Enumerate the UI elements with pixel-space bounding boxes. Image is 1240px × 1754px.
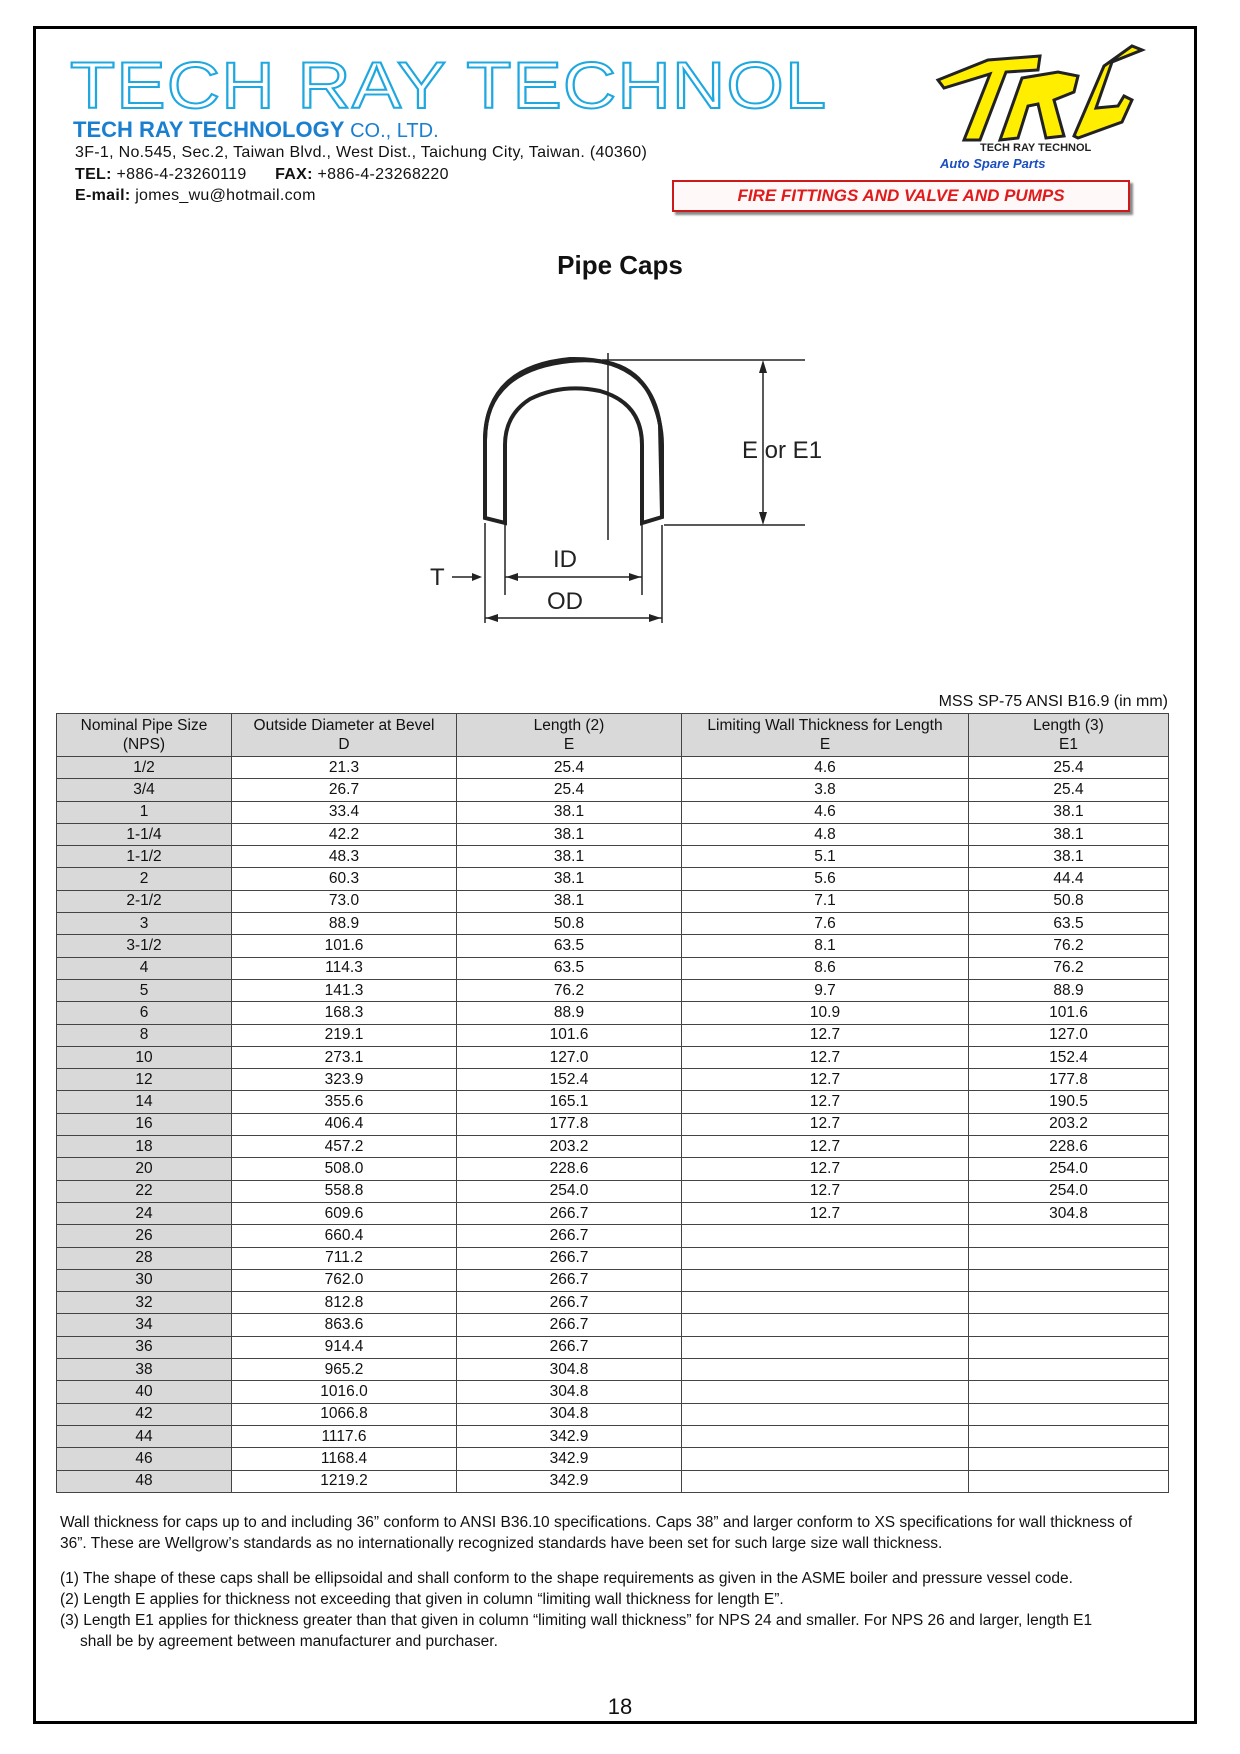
- outside-diameter-cell: 219.1: [232, 1024, 457, 1046]
- length-e1-cell: [969, 1403, 1169, 1425]
- tel-value: +886-4-23260119: [116, 166, 247, 183]
- outside-diameter-cell: 114.3: [232, 957, 457, 979]
- table-row: [57, 779, 1169, 801]
- diagram-label-t: T: [430, 564, 445, 591]
- nps-cell: 1: [57, 801, 232, 823]
- tel-label: TEL:: [75, 166, 112, 183]
- length-e-cell: 25.4: [457, 757, 682, 779]
- company-name-suffix: CO., LTD.: [350, 120, 439, 142]
- nps-cell: 40: [57, 1381, 232, 1403]
- header-outside-diameter: Outside Diameter at Bevel D: [232, 714, 457, 757]
- outside-diameter-cell: 355.6: [232, 1091, 457, 1113]
- limiting-wall-thickness-cell: 8.6: [682, 957, 969, 979]
- table-row: [57, 757, 1169, 779]
- company-logo-text: TECH RAY TECHNOL: [70, 48, 828, 122]
- company-address: 3F-1, No.545, Sec.2, Taiwan Blvd., West Dist., Taichung City, Taiwan. (40360): [75, 144, 648, 161]
- table-row: [57, 846, 1169, 868]
- header-limiting-wall-thickness: Limiting Wall Thickness for Length E: [682, 714, 969, 757]
- length-e-cell: 177.8: [457, 1113, 682, 1135]
- length-e1-cell: 254.0: [969, 1158, 1169, 1180]
- outside-diameter-cell: 711.2: [232, 1247, 457, 1269]
- nps-cell: 30: [57, 1269, 232, 1291]
- length-e-cell: 266.7: [457, 1202, 682, 1224]
- length-e1-cell: [969, 1336, 1169, 1358]
- nps-cell: 14: [57, 1091, 232, 1113]
- length-e-cell: 88.9: [457, 1002, 682, 1024]
- table-row: [57, 1046, 1169, 1068]
- table-row: [57, 1002, 1169, 1024]
- length-e-cell: 38.1: [457, 868, 682, 890]
- limiting-wall-thickness-cell: 3.8: [682, 779, 969, 801]
- nps-cell: 3-1/2: [57, 935, 232, 957]
- outside-diameter-cell: 273.1: [232, 1046, 457, 1068]
- nps-cell: 4: [57, 957, 232, 979]
- limiting-wall-thickness-cell: [682, 1292, 969, 1314]
- nps-cell: 2-1/2: [57, 890, 232, 912]
- length-e1-cell: [969, 1448, 1169, 1470]
- length-e-cell: 50.8: [457, 913, 682, 935]
- table-row: [57, 913, 1169, 935]
- limiting-wall-thickness-cell: 9.7: [682, 979, 969, 1001]
- outside-diameter-cell: 812.8: [232, 1292, 457, 1314]
- header-length-e1: Length (3) E1: [969, 714, 1169, 757]
- limiting-wall-thickness-cell: 12.7: [682, 1202, 969, 1224]
- table-row: [57, 1225, 1169, 1247]
- nps-cell: 1-1/2: [57, 846, 232, 868]
- page-number: 18: [607, 1694, 633, 1719]
- outside-diameter-cell: 1117.6: [232, 1425, 457, 1447]
- length-e-cell: 266.7: [457, 1314, 682, 1336]
- limiting-wall-thickness-cell: 12.7: [682, 1136, 969, 1158]
- header-length-e: Length (2) E: [457, 714, 682, 757]
- limiting-wall-thickness-cell: 12.7: [682, 1091, 969, 1113]
- outside-diameter-cell: 33.4: [232, 801, 457, 823]
- nps-cell: 22: [57, 1180, 232, 1202]
- length-e1-cell: [969, 1269, 1169, 1291]
- table-row: [57, 1425, 1169, 1447]
- length-e1-cell: [969, 1247, 1169, 1269]
- length-e1-cell: 25.4: [969, 757, 1169, 779]
- diagram-label-e: E or E1: [742, 437, 823, 464]
- nps-cell: 16: [57, 1113, 232, 1135]
- table-row: [57, 1158, 1169, 1180]
- nps-cell: 48: [57, 1470, 232, 1492]
- nps-cell: 8: [57, 1024, 232, 1046]
- outside-diameter-cell: 26.7: [232, 779, 457, 801]
- table-row: [57, 1470, 1169, 1492]
- outside-diameter-cell: 48.3: [232, 846, 457, 868]
- limiting-wall-thickness-cell: 12.7: [682, 1180, 969, 1202]
- length-e-cell: 152.4: [457, 1069, 682, 1091]
- limiting-wall-thickness-cell: 12.7: [682, 1113, 969, 1135]
- length-e1-cell: 76.2: [969, 935, 1169, 957]
- table-row: [57, 1381, 1169, 1403]
- length-e1-cell: 25.4: [969, 779, 1169, 801]
- table-row: [57, 1024, 1169, 1046]
- limiting-wall-thickness-cell: [682, 1269, 969, 1291]
- limiting-wall-thickness-cell: [682, 1225, 969, 1247]
- length-e-cell: 63.5: [457, 935, 682, 957]
- nps-cell: 28: [57, 1247, 232, 1269]
- table-row: [57, 823, 1169, 845]
- length-e1-cell: [969, 1225, 1169, 1247]
- limiting-wall-thickness-cell: 8.1: [682, 935, 969, 957]
- footnote-3-line1: (3) Length E1 applies for thickness greater than that given in column “limiting wall thickness” for NPS 24 and smaller. For NPS 26 and larger, length E1: [60, 1612, 1093, 1629]
- length-e1-cell: 190.5: [969, 1091, 1169, 1113]
- table-header-row: [57, 714, 1169, 757]
- header-nps: Nominal Pipe Size (NPS): [57, 714, 232, 757]
- company-name-main: TECH RAY TECHNOLOGY: [73, 117, 344, 142]
- limiting-wall-thickness-cell: 4.6: [682, 757, 969, 779]
- nps-cell: 5: [57, 979, 232, 1001]
- length-e-cell: 76.2: [457, 979, 682, 1001]
- table-row: [57, 1269, 1169, 1291]
- table-row: [57, 1292, 1169, 1314]
- pipe-caps-table: [56, 713, 1169, 1493]
- table-row: [57, 1069, 1169, 1091]
- company-email: [75, 187, 316, 205]
- standard-reference: MSS SP-75 ANSI B16.9 (in mm): [938, 693, 1168, 710]
- length-e1-cell: 203.2: [969, 1113, 1169, 1135]
- limiting-wall-thickness-cell: 5.6: [682, 868, 969, 890]
- length-e1-cell: 38.1: [969, 846, 1169, 868]
- length-e1-cell: 50.8: [969, 890, 1169, 912]
- logo-subtitle-tagline: Auto Spare Parts: [940, 156, 1046, 171]
- footnote-3: [60, 1610, 1150, 1652]
- length-e1-cell: 152.4: [969, 1046, 1169, 1068]
- length-e-cell: 304.8: [457, 1403, 682, 1425]
- limiting-wall-thickness-cell: 5.1: [682, 846, 969, 868]
- outside-diameter-cell: 609.6: [232, 1202, 457, 1224]
- table-row: [57, 1314, 1169, 1336]
- footnote-1: (1) The shape of these caps shall be ellipsoidal and shall conform to the shape requirements as given in the ASME boiler and pressure vessel code.: [60, 1570, 1073, 1587]
- limiting-wall-thickness-cell: [682, 1381, 969, 1403]
- outside-diameter-cell: 863.6: [232, 1314, 457, 1336]
- length-e1-cell: [969, 1425, 1169, 1447]
- diagram-label-od: OD: [547, 588, 583, 615]
- outside-diameter-cell: 21.3: [232, 757, 457, 779]
- limiting-wall-thickness-cell: 12.7: [682, 1069, 969, 1091]
- length-e-cell: 127.0: [457, 1046, 682, 1068]
- length-e-cell: 63.5: [457, 957, 682, 979]
- nps-cell: 34: [57, 1314, 232, 1336]
- limiting-wall-thickness-cell: [682, 1314, 969, 1336]
- length-e-cell: 38.1: [457, 846, 682, 868]
- fax-label: FAX:: [275, 166, 313, 183]
- limiting-wall-thickness-cell: 10.9: [682, 1002, 969, 1024]
- length-e-cell: 304.8: [457, 1359, 682, 1381]
- length-e1-cell: 88.9: [969, 979, 1169, 1001]
- nps-cell: 1-1/4: [57, 823, 232, 845]
- nps-cell: 20: [57, 1158, 232, 1180]
- length-e-cell: 342.9: [457, 1470, 682, 1492]
- length-e1-cell: [969, 1314, 1169, 1336]
- length-e-cell: 38.1: [457, 801, 682, 823]
- length-e1-cell: 228.6: [969, 1136, 1169, 1158]
- length-e1-cell: 38.1: [969, 801, 1169, 823]
- length-e1-cell: 101.6: [969, 1002, 1169, 1024]
- company-name: [73, 117, 439, 143]
- outside-diameter-cell: 457.2: [232, 1136, 457, 1158]
- footnote-3-line2: shall be by agreement between manufacturer and purchaser.: [80, 1633, 498, 1650]
- table-row: [57, 1136, 1169, 1158]
- nps-cell: 26: [57, 1225, 232, 1247]
- product-category-badge: FIRE FITTINGS AND VALVE AND PUMPS: [672, 180, 1130, 212]
- outside-diameter-cell: 1219.2: [232, 1470, 457, 1492]
- nps-cell: 18: [57, 1136, 232, 1158]
- outside-diameter-cell: 141.3: [232, 979, 457, 1001]
- length-e-cell: 342.9: [457, 1425, 682, 1447]
- nps-cell: 3/4: [57, 779, 232, 801]
- length-e1-cell: [969, 1470, 1169, 1492]
- length-e-cell: 165.1: [457, 1091, 682, 1113]
- outside-diameter-cell: 323.9: [232, 1069, 457, 1091]
- outside-diameter-cell: 73.0: [232, 890, 457, 912]
- length-e1-cell: [969, 1292, 1169, 1314]
- table-row: [57, 1403, 1169, 1425]
- fax-value: +886-4-23268220: [317, 166, 449, 183]
- email-label: E-mail:: [75, 187, 131, 204]
- outside-diameter-cell: 1066.8: [232, 1403, 457, 1425]
- outside-diameter-cell: 60.3: [232, 868, 457, 890]
- limiting-wall-thickness-cell: 4.8: [682, 823, 969, 845]
- nps-cell: 46: [57, 1448, 232, 1470]
- limiting-wall-thickness-cell: 12.7: [682, 1158, 969, 1180]
- length-e1-cell: 44.4: [969, 868, 1169, 890]
- table-row: [57, 1359, 1169, 1381]
- outside-diameter-cell: 914.4: [232, 1336, 457, 1358]
- outside-diameter-cell: 762.0: [232, 1269, 457, 1291]
- limiting-wall-thickness-cell: [682, 1247, 969, 1269]
- table-row: [57, 1448, 1169, 1470]
- nps-cell: 42: [57, 1403, 232, 1425]
- company-phone-fax: [75, 166, 449, 184]
- length-e-cell: 266.7: [457, 1336, 682, 1358]
- table-row: [57, 957, 1169, 979]
- length-e-cell: 38.1: [457, 823, 682, 845]
- limiting-wall-thickness-cell: 12.7: [682, 1046, 969, 1068]
- table-row: [57, 890, 1169, 912]
- outside-diameter-cell: 42.2: [232, 823, 457, 845]
- logo-subtitle-company: TECH RAY TECHNOL: [980, 142, 1092, 154]
- outside-diameter-cell: 558.8: [232, 1180, 457, 1202]
- email-value: jomes_wu@hotmail.com: [135, 187, 316, 204]
- footnote-2: (2) Length E applies for thickness not exceeding that given in column “limiting wall thickness for length E”.: [60, 1591, 784, 1608]
- table-row: [57, 935, 1169, 957]
- length-e-cell: 101.6: [457, 1024, 682, 1046]
- outside-diameter-cell: 965.2: [232, 1359, 457, 1381]
- length-e-cell: 228.6: [457, 1158, 682, 1180]
- length-e-cell: 304.8: [457, 1381, 682, 1403]
- outside-diameter-cell: 168.3: [232, 1002, 457, 1024]
- limiting-wall-thickness-cell: [682, 1448, 969, 1470]
- table-row: [57, 801, 1169, 823]
- nps-cell: 3: [57, 913, 232, 935]
- length-e1-cell: 127.0: [969, 1024, 1169, 1046]
- length-e-cell: 25.4: [457, 779, 682, 801]
- length-e-cell: 342.9: [457, 1448, 682, 1470]
- length-e1-cell: 177.8: [969, 1069, 1169, 1091]
- length-e-cell: 266.7: [457, 1292, 682, 1314]
- limiting-wall-thickness-cell: 7.1: [682, 890, 969, 912]
- diagram-label-id: ID: [553, 546, 577, 573]
- table-row: [57, 979, 1169, 1001]
- outside-diameter-cell: 1016.0: [232, 1381, 457, 1403]
- nps-cell: 38: [57, 1359, 232, 1381]
- limiting-wall-thickness-cell: [682, 1470, 969, 1492]
- length-e-cell: 266.7: [457, 1269, 682, 1291]
- nps-cell: 10: [57, 1046, 232, 1068]
- length-e1-cell: 38.1: [969, 823, 1169, 845]
- limiting-wall-thickness-cell: [682, 1336, 969, 1358]
- outside-diameter-cell: 88.9: [232, 913, 457, 935]
- length-e1-cell: [969, 1381, 1169, 1403]
- table-row: [57, 1113, 1169, 1135]
- nps-cell: 32: [57, 1292, 232, 1314]
- length-e-cell: 203.2: [457, 1136, 682, 1158]
- nps-cell: 44: [57, 1425, 232, 1447]
- limiting-wall-thickness-cell: [682, 1425, 969, 1447]
- length-e1-cell: [969, 1359, 1169, 1381]
- outside-diameter-cell: 508.0: [232, 1158, 457, 1180]
- table-row: [57, 1091, 1169, 1113]
- nps-cell: 1/2: [57, 757, 232, 779]
- page-title: Pipe Caps: [557, 250, 683, 280]
- limiting-wall-thickness-cell: 7.6: [682, 913, 969, 935]
- nps-cell: 36: [57, 1336, 232, 1358]
- length-e-cell: 266.7: [457, 1225, 682, 1247]
- table-row: [57, 1336, 1169, 1358]
- wall-thickness-note: Wall thickness for caps up to and including 36” conform to ANSI B36.10 specifications. Caps 38” and larger conform to XS specifications for wall thickness of 36”. These are Wellgrow’s standards as no internationally recognized standards have been set for such large size wall thickness.: [60, 1514, 1133, 1552]
- nps-cell: 24: [57, 1202, 232, 1224]
- limiting-wall-thickness-cell: [682, 1403, 969, 1425]
- length-e1-cell: 63.5: [969, 913, 1169, 935]
- nps-cell: 6: [57, 1002, 232, 1024]
- table-row: [57, 1247, 1169, 1269]
- pipe-cap-diagram: [420, 345, 840, 645]
- length-e-cell: 266.7: [457, 1247, 682, 1269]
- table-row: [57, 868, 1169, 890]
- outside-diameter-cell: 101.6: [232, 935, 457, 957]
- limiting-wall-thickness-cell: 4.6: [682, 801, 969, 823]
- limiting-wall-thickness-cell: 12.7: [682, 1024, 969, 1046]
- table-row: [57, 1202, 1169, 1224]
- length-e-cell: 254.0: [457, 1180, 682, 1202]
- limiting-wall-thickness-cell: [682, 1359, 969, 1381]
- outside-diameter-cell: 1168.4: [232, 1448, 457, 1470]
- length-e1-cell: 254.0: [969, 1180, 1169, 1202]
- nps-cell: 12: [57, 1069, 232, 1091]
- length-e1-cell: 76.2: [969, 957, 1169, 979]
- outside-diameter-cell: 660.4: [232, 1225, 457, 1247]
- nps-cell: 2: [57, 868, 232, 890]
- table-row: [57, 1180, 1169, 1202]
- length-e-cell: 38.1: [457, 890, 682, 912]
- length-e1-cell: 304.8: [969, 1202, 1169, 1224]
- outside-diameter-cell: 406.4: [232, 1113, 457, 1135]
